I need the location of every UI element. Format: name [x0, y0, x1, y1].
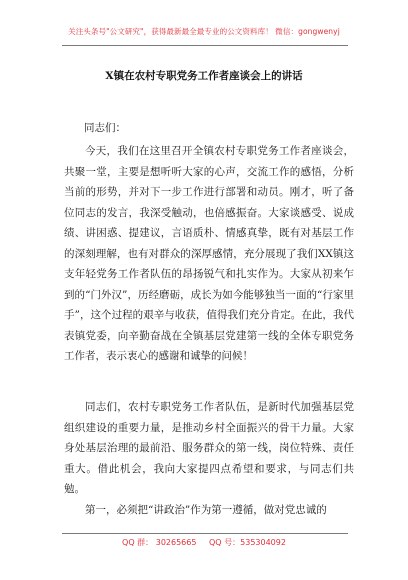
footer-contacts — [0, 537, 408, 548]
footer-divider — [62, 533, 348, 534]
header-promo-note: 关注头条号"公文研究"，获得最新最全最专业的公文资料库！ 微信：gongwenyj — [68, 27, 340, 36]
paragraph-first-requirement: 第一，必须把“讲政治”作为第一遵循，做对党忠诚的 — [85, 504, 327, 516]
qq-group-number: QQ 群： 30265665 — [122, 538, 197, 547]
salutation: 同志们： — [84, 122, 126, 134]
paragraph-opening: 今天，我们在这里召开全镇农村专职党务工作者座谈会，共聚一堂，主要是想听听大家的心声，交流工作的感悟，分析当前的形势，并对下一步工作进行部署和动员。刚才，听了备位同志的发言，我深受触动，也倍感振奋。大家谈感受、说成绩、讲困惑、提建议，言语质朴、情感真挚，既有对基层工作的深刻理解，也有对群众的深厚感情，充分展现了我们XX镇这支年轻党务工作者队伍的昂扬锐气和扎实作为。大家从初来乍到的“门外汉”，历经磨砺，成长为如今能够独当一面的“行家里手”，这个过程的艰辛与收获，值得我们充分肯定。在此，我代表镇党委，向辛勤奋战在全镇基层党建第一线的全体专职党务工作者，表示衷心的感谢和诚挚的问候！ — [64, 145, 354, 362]
header-divider — [62, 45, 348, 46]
paragraph-team-role: 同志们，农村专职党务工作者队伍，是新时代加强基层党组织建设的重要力量，是推动乡村全面振兴的骨干力量。大家身处基层治理的最前沿、服务群众的第一线，岗位特殊、责任重大。借此机会，我向大家提四点希望和要求，与同志们共勉。 — [64, 401, 354, 495]
document-title: X镇在农村专职党务工作者座谈会上的讲话 — [105, 70, 303, 82]
qq-account-number: QQ 号：535304092 — [209, 538, 286, 547]
